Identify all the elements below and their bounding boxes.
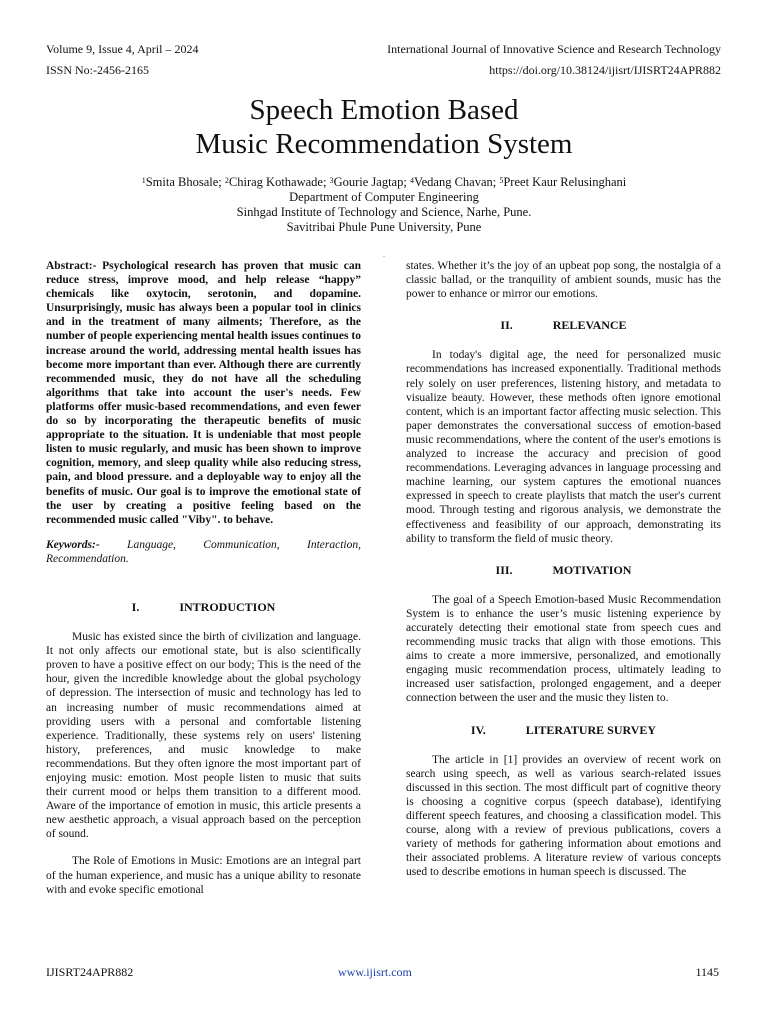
author-name: Chirag Kothawade; [228,175,327,189]
issn: ISSN No:-2456-2165 [46,63,150,77]
paragraph: states. Whether it’s the joy of an upbeat pop song, the nostalgia of a classic ballad, or the tranquility of ambient sounds, music has the power to enhance or mirror our emotions. [406,260,721,301]
title-line-2: Music Recommendation System [195,128,573,160]
author-name: Gourie Jagtap; [333,175,407,189]
paragraph: The goal of a Speech Emotion-based Music Recommendation System is to enhance the user’s music listening experience by accurately detecting their emotional state from speech cues and recommending music tracks that align with those emotions. This aims to create a more immersive, personalized, and emotionally engaging music recommendation process, ultimately leading to increased user satisfaction, prolonged engagement, and a deeper connection between the user and the music they listen to. [406,593,721,705]
doi-link[interactable]: https://doi.org/10.38124/ijisrt/IJISRT24APR882 [489,63,721,77]
section-number: II. [500,318,513,333]
volume-info: Volume 9, Issue 4, April – 2024 [46,42,199,56]
section-number: III. [495,562,513,577]
author-name: Smita Bhosale; [145,175,222,189]
right-column [406,259,721,879]
title-line-1: Speech Emotion Based [249,94,519,126]
keywords [46,538,361,566]
left-column [46,259,361,897]
section-title: RELEVANCE [552,318,627,333]
paragraph: The article in [1] provides an overview of recent work on search using speech, as well as various search-related issues discussed in this section. The most difficult part of cognitive theory is choosing a cognitive corpus (speech database), identifying different speech features, and choosing a classification model. This course, along with a review of previous publications, covers a variety of methods for gathering information about emotions and their associated problems. A literature review of various concepts used to describe emotions in human speech is discussed. The [406,753,721,879]
institute: Sinhgad Institute of Technology and Science, Narhe, Pune. [236,205,532,219]
paragraph: In today's digital age, the need for personalized music recommendations has increased exponentially. Traditional methods rely solely on user preferences, listening history, and metadata to visualize beauty. However, these methods often ignore emotional content, which is an important factor affecting music selection. This paper demonstrates the conversational success of emotion-based music recommendations, where the content of the user's emotions is analyzed to increase the accuracy and precision of good recommendations. Leveraging advances in language processing and machine learning, our system captures the emotional nuances expressed in speech to create playlists that match the user's current mood. Through testing and rigorous analysis, we demonstrate the effectiveness and feasibility of our approach, demonstrating its ability to transform the field of music theory. [406,349,721,545]
abstract: Abstract:- Psychological research has proven that music can reduce stress, improve mood, and help release “happy” chemicals like oxytocin, serotonin, and dopamine. Unsurprisingly, music has always been a popular tool in clinics and in the treatment of many ailments; Therefore, as the number of people experiencing mental health issues continues to increase around the world, addressing mental health issues has become more important than ever. Although there are currently recommended music, they do not have all the scheduling algorithms that take into account the user's needs. Few platforms offer music-based recommendations, and even fewer do so by incorporating the therapeutic benefits of music appropriate to the situation. It is undeniable that most people listen to music regularly, and music has been shown to improve cognition, memory, and sleep quality while also reducing stress, pain, and blood pressure. and a deployable way to enjoy all the benefits of music. Our goal is to improve the emotional state of the user by creating a positive feeling based on the recommended music called "Viby". to behave. [46,260,361,526]
author-num: 2 [224,176,229,185]
section-title: MOTIVATION [552,562,632,577]
author-name: Vedang Chavan; [413,175,497,189]
keywords-text: Language, Communication, Interaction, Recommendation. [46,538,361,565]
section-heading-literature-survey [406,723,721,737]
department: Department of Computer Engineering [289,190,479,204]
page-number: 1145 [695,965,719,979]
section-heading-introduction [46,600,361,614]
paper-title [0,93,768,161]
author-num: 5 [499,176,504,185]
paragraph: Music has existed since the birth of civilization and language. It not only affects our emotional state, but is also scientifically proven to have a positive effect on our body; This is the need of the hour, given the incredible knowledge about the global psychology of depression. The intersection of music and technology has led to an increasing number of music recommendations aimed at providing users with a personal and comfortable listening experience. Traditionally, these systems rely on users' listening history, preferences, and music knowledge to make recommendations. But they often ignore the most important part of enjoying music: emotion. Most people listen to music that suits their current mood or helps them transition to a different mood. Aware of the importance of emotion in music, this article presents a new aesthetic approach, a visual approach based on the perception of sound. [46,631,361,841]
author-num: 3 [329,176,334,185]
section-title: LITERATURE SURVEY [525,722,657,737]
author-name: Preet Kaur Relusinghani [503,175,627,189]
paragraph: The Role of Emotions in Music: Emotions are an integral part of the human experience, and music has a unique ability to resonate with and evoke specific emotional [46,855,361,896]
author-block [0,175,768,235]
section-title: INTRODUCTION [179,599,276,614]
footer-paper-id: IJISRT24APR882 [46,965,134,979]
university: Savitribai Phule Pune University, Pune [286,220,482,234]
author-num: 4 [409,176,414,185]
keywords-label: Keywords:- [46,538,100,551]
journal-name: International Journal of Innovative Science and Research Technology [387,42,721,56]
section-number: IV. [470,722,486,737]
section-heading-relevance [406,318,721,332]
footer-website-link[interactable]: www.ijisrt.com [338,965,412,979]
section-number: I. [131,599,140,614]
stray-dot: . [383,250,385,259]
author-list [0,175,768,190]
author-num: 1 [141,176,146,185]
section-heading-motivation [406,563,721,577]
